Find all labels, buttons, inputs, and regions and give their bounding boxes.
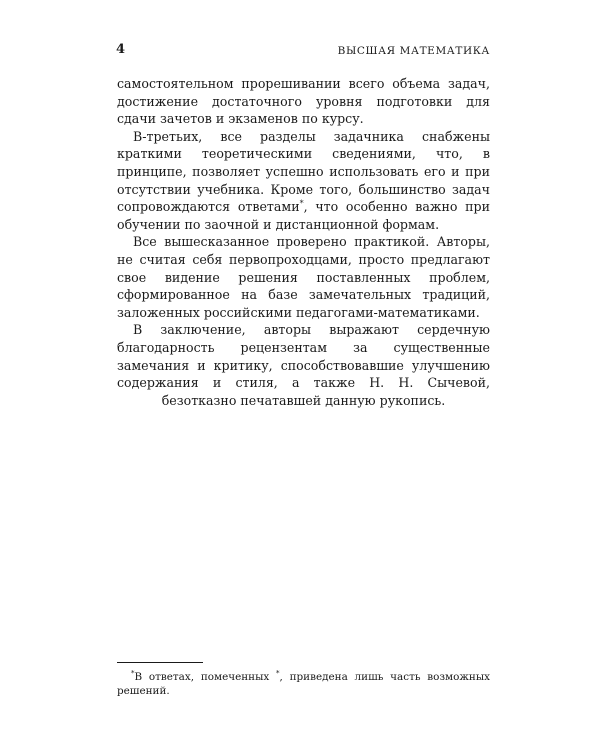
paragraph: Все вышесказанное проверено практикой. Авторы, не считая себя первопроходцами, просто предлагают свое видение решения поставленных проблем, сформированное на базе замечательных традиций, заложенных российскими педагогами-математиками. xyxy=(117,234,490,320)
page-number: 4 xyxy=(116,42,126,57)
footnote-text-end: , приведена лишь часть возможных решений. xyxy=(117,671,490,697)
footnote-inline-marker: * xyxy=(276,669,280,678)
footnote-marker: * xyxy=(299,198,304,208)
footnote-marker: * xyxy=(131,669,135,678)
footnote xyxy=(117,670,490,698)
paragraph: самостоятельном прорешивании всего объема задач, достижение достаточного уровня подготовки для сдачи зачетов и экзаменов по курсу. xyxy=(117,76,490,127)
paragraph: В заключение, авторы выражают сердечную благодарность рецензентам за существенные замечания и критику, способствовавшие улучшению содержания и стиля, а также Н. Н. Сычевой, безотказно печатавшей данную рукопись. xyxy=(117,322,490,408)
footnote-text: В ответах, помеченных xyxy=(134,671,277,683)
paragraph-text: В-третьих, все разделы задачника снабжены краткими теоретическими сведениями, что, в принципе, позволяет успешно использовать его и при отсутствии учебника. Кроме того, большинство задач сопровождаются ответами xyxy=(117,128,490,215)
paragraph xyxy=(117,128,490,234)
footnote-rule xyxy=(117,662,203,663)
paragraph-text-continued: , что особенно важно при обучении по заочной и дистанционной формам. xyxy=(117,199,490,232)
running-head: ВЫСШАЯ МАТЕМАТИКА xyxy=(337,45,490,57)
body-text xyxy=(117,75,490,409)
